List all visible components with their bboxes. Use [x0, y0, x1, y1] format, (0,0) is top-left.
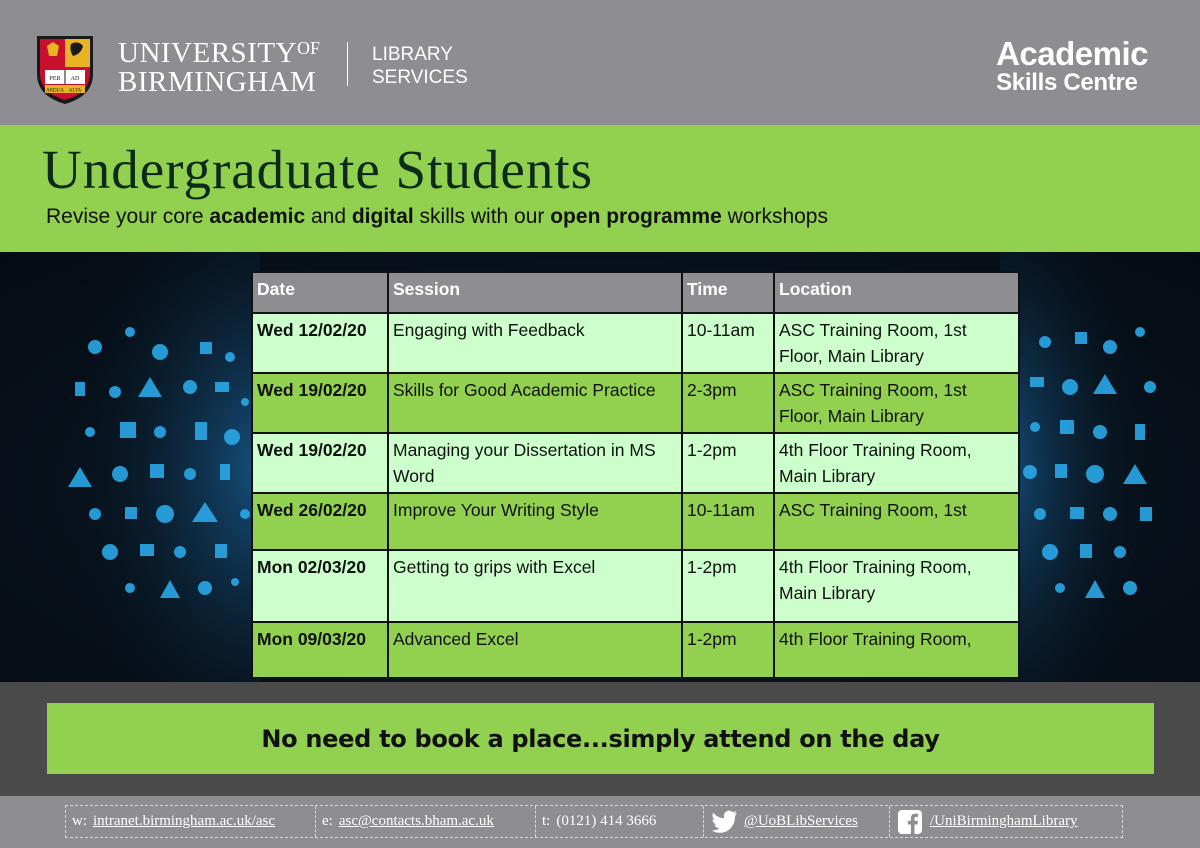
row-date: Wed 26/02/20	[252, 493, 388, 550]
row-session: Skills for Good Academic Practice	[388, 373, 682, 433]
contact-email	[316, 806, 536, 837]
table-row	[252, 493, 1019, 550]
phone-number: (0121) 414 3666	[556, 813, 657, 829]
subtitle-part-4: workshops	[721, 205, 828, 228]
table-row	[252, 313, 1019, 373]
twitter-link[interactable]: @UoBLibServices	[744, 813, 858, 829]
row-session: Engaging with Feedback	[388, 313, 682, 373]
row-time: 10-11am	[682, 313, 774, 373]
subtitle-bold-digital: digital	[351, 205, 414, 228]
contact-web	[66, 806, 316, 837]
row-date: Wed 19/02/20	[252, 373, 388, 433]
crest-motto-lower-right: ALTA	[68, 88, 82, 94]
subtitle-bold-academic: academic	[209, 205, 306, 228]
contact-bar	[65, 805, 1123, 838]
page-title: Undergraduate Students	[42, 139, 593, 200]
page-subtitle	[46, 203, 828, 231]
row-time: 1-2pm	[682, 433, 774, 493]
row-session: Improve Your Writing Style	[388, 493, 682, 550]
crest-motto-right: AD	[70, 76, 80, 82]
centre-line1: Academic	[996, 35, 1148, 72]
row-time: 1-2pm	[682, 622, 774, 678]
education-icon-cluster-left	[0, 252, 260, 682]
header-date: Date	[252, 272, 388, 313]
academic-skills-centre-logo	[996, 35, 1148, 96]
twitter-bird-icon	[710, 809, 738, 835]
row-location: 4th Floor Training Room, Main Library	[774, 550, 1019, 622]
subtitle-part-3: skills with our	[413, 205, 551, 228]
table-row	[252, 373, 1019, 433]
crest-motto-lower-left: ARDUA	[46, 88, 64, 94]
university-of: OF	[297, 38, 321, 58]
table-row	[252, 433, 1019, 493]
subtitle-part-2: and	[305, 205, 352, 228]
header-time: Time	[682, 272, 774, 313]
email-label: e:	[322, 813, 333, 829]
centre-line2: Skills Centre	[996, 69, 1138, 96]
table-header-row	[252, 272, 1019, 313]
row-session: Managing your Dissertation in MS Word	[388, 433, 682, 493]
schedule-table	[251, 271, 1020, 679]
row-location: 4th Floor Training Room, Main Library	[774, 433, 1019, 493]
header-band	[0, 0, 1200, 125]
row-date: Mon 02/03/20	[252, 550, 388, 622]
header-session: Session	[388, 272, 682, 313]
call-to-action-banner: No need to book a place...simply attend on the day	[47, 703, 1154, 774]
row-time: 1-2pm	[682, 550, 774, 622]
row-location: ASC Training Room, 1st Floor, Main Library	[774, 373, 1019, 433]
header-location: Location	[774, 272, 1019, 313]
email-link[interactable]: asc@contacts.bham.ac.uk	[338, 813, 494, 829]
university-crest	[33, 34, 97, 106]
crest-motto-left: PER	[49, 76, 61, 82]
university-wordmark	[118, 34, 320, 97]
row-time: 10-11am	[682, 493, 774, 550]
facebook-icon	[896, 809, 924, 835]
library-services-line1: LIBRARY	[372, 44, 453, 65]
phone-label: t:	[542, 813, 551, 829]
library-services-label	[372, 43, 468, 89]
row-date: Mon 09/03/20	[252, 622, 388, 678]
facebook-link[interactable]: /UniBirminghamLibrary	[930, 813, 1078, 829]
university-line2: BIRMINGHAM	[118, 66, 317, 98]
contact-phone	[536, 806, 704, 837]
table-row	[252, 550, 1019, 622]
row-location: ASC Training Room, 1st Floor, Main Library	[774, 313, 1019, 373]
university-line1: UNIVERSITY	[118, 37, 297, 69]
web-link[interactable]: intranet.birmingham.ac.uk/asc	[93, 813, 276, 829]
education-icon-cluster-right	[1000, 252, 1200, 682]
row-session: Advanced Excel	[388, 622, 682, 678]
table-row	[252, 622, 1019, 678]
header-divider	[347, 42, 348, 86]
row-location: ASC Training Room, 1st	[774, 493, 1019, 550]
web-label: w:	[72, 813, 87, 829]
contact-facebook	[890, 806, 1122, 837]
contact-twitter	[704, 806, 890, 837]
subtitle-bold-open-programme: open programme	[550, 205, 722, 228]
row-time: 2-3pm	[682, 373, 774, 433]
row-session: Getting to grips with Excel	[388, 550, 682, 622]
library-services-line2: SERVICES	[372, 67, 468, 88]
row-date: Wed 19/02/20	[252, 433, 388, 493]
row-location: 4th Floor Training Room,	[774, 622, 1019, 678]
row-date: Wed 12/02/20	[252, 313, 388, 373]
subtitle-part-1: Revise your core	[46, 205, 210, 228]
